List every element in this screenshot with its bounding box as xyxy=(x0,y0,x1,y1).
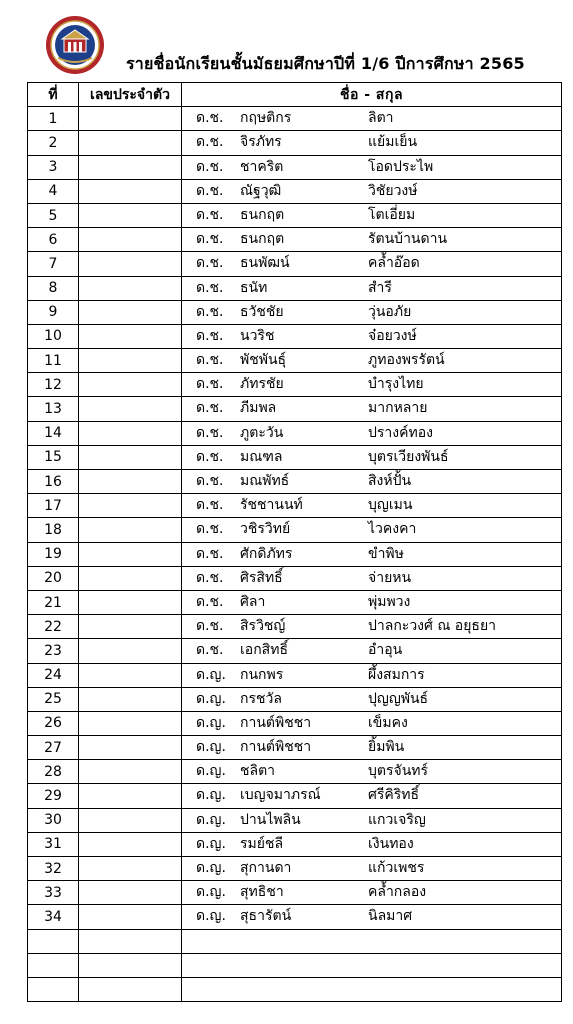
student-name-cell xyxy=(182,203,562,227)
name-prefix: ด.ช. xyxy=(196,473,224,489)
blank-cell xyxy=(79,929,182,953)
row-number: 12 xyxy=(28,373,79,397)
header-name: ชื่อ - สกุล xyxy=(182,83,562,107)
table-row xyxy=(28,518,562,542)
student-id-cell xyxy=(79,324,182,348)
last-name: ขำพิษ xyxy=(368,545,404,562)
first-name: สุทธิชา xyxy=(240,884,284,901)
first-name: ณัฐวุฒิ xyxy=(240,182,282,199)
blank-cell xyxy=(182,929,562,953)
name-prefix: ด.ช. xyxy=(196,545,224,562)
student-name-cell xyxy=(182,470,562,494)
name-prefix: ด.ญ. xyxy=(196,835,226,852)
last-name: บุตรเวียงพันธ์ xyxy=(368,448,449,465)
first-name: รมย์ชลี xyxy=(240,835,284,852)
table-row xyxy=(28,663,562,687)
table-row xyxy=(28,832,562,856)
name-prefix: ด.ช. xyxy=(196,182,224,199)
name-prefix: ด.ช. xyxy=(196,327,224,344)
student-name-cell xyxy=(182,276,562,300)
name-prefix: ด.ช. xyxy=(196,206,224,223)
student-name-cell xyxy=(182,373,562,397)
row-number: 8 xyxy=(28,276,79,300)
name-prefix: ด.ช. xyxy=(196,279,224,296)
name-prefix: ด.ช. xyxy=(196,521,224,538)
student-id-cell xyxy=(79,615,182,639)
last-name: สิงห์ปั้น xyxy=(368,473,412,489)
name-prefix: ด.ญ. xyxy=(196,860,226,876)
student-name-cell xyxy=(182,445,562,469)
student-name-cell xyxy=(182,832,562,856)
last-name: บำรุงไทย xyxy=(368,376,424,393)
student-id-cell xyxy=(79,639,182,663)
first-name: เบญจมาภรณ์ xyxy=(240,787,321,804)
first-name: ชลิตา xyxy=(240,763,276,780)
student-id-cell xyxy=(79,881,182,905)
name-prefix: ด.ช. xyxy=(196,303,224,320)
name-prefix: ด.ญ. xyxy=(196,884,226,901)
student-id-cell xyxy=(79,905,182,929)
row-number: 23 xyxy=(28,639,79,663)
student-id-cell xyxy=(79,349,182,373)
table-row xyxy=(28,542,562,566)
student-name-cell xyxy=(182,760,562,784)
school-emblem-icon xyxy=(44,14,106,76)
student-id-cell xyxy=(79,736,182,760)
row-number: 34 xyxy=(28,905,79,929)
table-row xyxy=(28,203,562,227)
student-name-cell xyxy=(182,494,562,518)
student-name-cell xyxy=(182,179,562,203)
row-number: 14 xyxy=(28,421,79,445)
first-name: รัชชานนท์ xyxy=(240,497,303,514)
row-number: 28 xyxy=(28,760,79,784)
student-id-cell xyxy=(79,131,182,155)
first-name: มณพัทธ์ xyxy=(240,473,290,489)
student-name-cell xyxy=(182,421,562,445)
name-prefix: ด.ช. xyxy=(196,158,224,175)
table-row xyxy=(28,276,562,300)
row-number: 3 xyxy=(28,155,79,179)
row-number: 17 xyxy=(28,494,79,518)
row-number: 19 xyxy=(28,542,79,566)
table-row xyxy=(28,687,562,711)
last-name: ยิ้มพิน xyxy=(368,739,405,756)
student-id-cell xyxy=(79,470,182,494)
row-number: 25 xyxy=(28,687,79,711)
last-name: ภูทองพรรัตน์ xyxy=(368,352,445,369)
row-number: 16 xyxy=(28,470,79,494)
table-row xyxy=(28,905,562,929)
row-number: 18 xyxy=(28,518,79,542)
first-name: นวริช xyxy=(240,327,275,344)
table-row xyxy=(28,107,562,131)
student-name-cell xyxy=(182,324,562,348)
student-id-cell xyxy=(79,760,182,784)
name-prefix: ด.ญ. xyxy=(196,908,226,925)
student-name-cell xyxy=(182,711,562,735)
first-name: ธนัท xyxy=(240,279,268,296)
last-name: พุ่มพวง xyxy=(368,593,411,610)
last-name: นิลมาศ xyxy=(368,908,413,925)
name-prefix: ด.ช. xyxy=(196,134,224,151)
student-name-cell xyxy=(182,881,562,905)
table-row xyxy=(28,639,562,663)
row-number: 20 xyxy=(28,566,79,590)
row-number: 6 xyxy=(28,228,79,252)
student-id-cell xyxy=(79,228,182,252)
last-name: แย้มเย็น xyxy=(368,134,418,151)
table-row xyxy=(28,131,562,155)
first-name: ธวัชชัย xyxy=(240,303,284,320)
student-id-cell xyxy=(79,179,182,203)
name-prefix: ด.ช. xyxy=(196,352,224,369)
table-row xyxy=(28,252,562,276)
student-name-cell xyxy=(182,808,562,832)
name-prefix: ด.ญ. xyxy=(196,690,226,707)
first-name: ศักดิภัทร xyxy=(240,545,293,562)
student-id-cell xyxy=(79,566,182,590)
student-id-cell xyxy=(79,252,182,276)
first-name: ภัทรชัย xyxy=(240,376,284,393)
name-prefix: ด.ญ. xyxy=(196,811,226,828)
student-name-cell xyxy=(182,542,562,566)
student-name-cell xyxy=(182,784,562,808)
first-name: มณฑล xyxy=(240,448,283,465)
last-name: อำอุน xyxy=(368,642,403,659)
last-name: แก้วเพชร xyxy=(368,860,425,876)
student-id-cell xyxy=(79,857,182,881)
student-name-cell xyxy=(182,857,562,881)
first-name: ศิรสิทธิ์ xyxy=(240,569,283,586)
row-number: 27 xyxy=(28,736,79,760)
last-name: มากหลาย xyxy=(368,400,428,417)
table-row xyxy=(28,228,562,252)
student-name-cell xyxy=(182,639,562,663)
last-name: ศรีคิริทธิ์ xyxy=(368,787,420,804)
table-row xyxy=(28,373,562,397)
last-name: คล้ำอ๊อด xyxy=(368,255,420,272)
table-row xyxy=(28,349,562,373)
blank-row xyxy=(28,929,562,953)
name-prefix: ด.ญ. xyxy=(196,739,226,756)
name-prefix: ด.ช. xyxy=(196,448,224,465)
table-row xyxy=(28,881,562,905)
first-name: สุธารัตน์ xyxy=(240,908,292,925)
table-row xyxy=(28,300,562,324)
student-id-cell xyxy=(79,784,182,808)
row-number: 11 xyxy=(28,349,79,373)
name-prefix: ด.ช. xyxy=(196,255,224,272)
blank-cell xyxy=(28,929,79,953)
name-prefix: ด.ญ. xyxy=(196,666,226,683)
student-name-cell xyxy=(182,155,562,179)
student-name-cell xyxy=(182,228,562,252)
first-name: ภูตะวัน xyxy=(240,424,284,441)
table-row xyxy=(28,711,562,735)
last-name: บุญเมน xyxy=(368,497,413,514)
blank-cell xyxy=(28,977,79,1001)
last-name: ปาลกะวงศ์ ณ อยุธยา xyxy=(368,618,497,635)
name-prefix: ด.ช. xyxy=(196,642,224,659)
first-name: จิรภัทร xyxy=(240,134,282,151)
table-row xyxy=(28,324,562,348)
last-name: สำรี xyxy=(368,279,392,296)
student-id-cell xyxy=(79,808,182,832)
first-name: ธนพัฒน์ xyxy=(240,255,290,272)
name-prefix: ด.ช. xyxy=(196,231,224,248)
row-number: 4 xyxy=(28,179,79,203)
row-number: 33 xyxy=(28,881,79,905)
row-number: 29 xyxy=(28,784,79,808)
last-name: ไวคงคา xyxy=(368,521,417,538)
table-row xyxy=(28,808,562,832)
row-number: 13 xyxy=(28,397,79,421)
name-prefix: ด.ช. xyxy=(196,400,224,417)
blank-cell xyxy=(182,977,562,1001)
student-id-cell xyxy=(79,711,182,735)
table-row xyxy=(28,397,562,421)
student-id-cell xyxy=(79,397,182,421)
blank-cell xyxy=(28,953,79,977)
row-number: 32 xyxy=(28,857,79,881)
blank-row xyxy=(28,977,562,1001)
first-name: สิรวิชญ์ xyxy=(240,618,286,635)
row-number: 9 xyxy=(28,300,79,324)
blank-row xyxy=(28,953,562,977)
student-name-cell xyxy=(182,131,562,155)
first-name: กานต์พิชชา xyxy=(240,739,312,756)
student-roster-table xyxy=(27,82,562,1002)
page-title: รายชื่อนักเรียนชั้นมัธยมศึกษาปีที่ 1/6 ปีการศึกษา 2565 xyxy=(126,54,525,73)
student-name-cell xyxy=(182,905,562,929)
student-id-cell xyxy=(79,373,182,397)
student-name-cell xyxy=(182,107,562,131)
first-name: ศิลา xyxy=(240,593,266,610)
student-name-cell xyxy=(182,397,562,421)
row-number: 2 xyxy=(28,131,79,155)
last-name: เงินทอง xyxy=(368,835,414,852)
table-row xyxy=(28,445,562,469)
last-name: โอดประไพ xyxy=(368,158,434,175)
name-prefix: ด.ช. xyxy=(196,497,224,514)
first-name: วชิรวิทย์ xyxy=(240,521,291,538)
table-row xyxy=(28,784,562,808)
student-name-cell xyxy=(182,615,562,639)
page-header xyxy=(0,0,573,80)
row-number: 1 xyxy=(28,107,79,131)
student-id-cell xyxy=(79,445,182,469)
first-name: กนกพร xyxy=(240,666,284,683)
first-name: กานต์พิชชา xyxy=(240,714,312,731)
row-number: 22 xyxy=(28,615,79,639)
row-number: 15 xyxy=(28,445,79,469)
name-prefix: ด.ช. xyxy=(196,424,224,441)
name-prefix: ด.ญ. xyxy=(196,763,226,780)
student-id-cell xyxy=(79,542,182,566)
name-prefix: ด.ช. xyxy=(196,618,224,635)
first-name: ธนกฤต xyxy=(240,231,285,248)
first-name: กรชวัล xyxy=(240,690,282,707)
last-name: เข็มคง xyxy=(368,714,408,731)
last-name: จ๋อยวงษ์ xyxy=(368,327,417,344)
last-name: วุ่นอภัย xyxy=(368,303,412,320)
table-row xyxy=(28,736,562,760)
student-id-cell xyxy=(79,203,182,227)
blank-cell xyxy=(79,977,182,1001)
first-name: สุกานดา xyxy=(240,860,292,876)
name-prefix: ด.ญ. xyxy=(196,714,226,731)
table-row xyxy=(28,155,562,179)
student-name-cell xyxy=(182,687,562,711)
student-name-cell xyxy=(182,349,562,373)
name-prefix: ด.ช. xyxy=(196,569,224,586)
row-number: 26 xyxy=(28,711,79,735)
student-name-cell xyxy=(182,590,562,614)
student-id-cell xyxy=(79,107,182,131)
row-number: 7 xyxy=(28,252,79,276)
first-name: ภีมพล xyxy=(240,400,277,417)
student-id-cell xyxy=(79,663,182,687)
last-name: แกวเจริญ xyxy=(368,811,426,828)
first-name: พัชพันธุ์ xyxy=(240,352,287,369)
name-prefix: ด.ช. xyxy=(196,110,224,127)
row-number: 30 xyxy=(28,808,79,832)
row-number: 21 xyxy=(28,590,79,614)
header-no: ที่ xyxy=(28,83,79,107)
table-row xyxy=(28,615,562,639)
last-name: คล้ำกลอง xyxy=(368,884,427,901)
table-row xyxy=(28,470,562,494)
student-id-cell xyxy=(79,276,182,300)
table-row xyxy=(28,494,562,518)
first-name: ชาคริต xyxy=(240,158,284,175)
name-prefix: ด.ช. xyxy=(196,376,224,393)
last-name: ผึ้งสมการ xyxy=(368,666,425,683)
student-name-cell xyxy=(182,736,562,760)
table-row xyxy=(28,857,562,881)
last-name: ปรางค์ทอง xyxy=(368,424,433,441)
first-name: ปานไพลิน xyxy=(240,811,301,828)
student-name-cell xyxy=(182,566,562,590)
last-name: จ่ายหน xyxy=(368,569,412,586)
student-name-cell xyxy=(182,663,562,687)
row-number: 10 xyxy=(28,324,79,348)
student-id-cell xyxy=(79,421,182,445)
student-name-cell xyxy=(182,518,562,542)
row-number: 31 xyxy=(28,832,79,856)
student-id-cell xyxy=(79,300,182,324)
student-name-cell xyxy=(182,252,562,276)
first-name: กฤษติกร xyxy=(240,110,292,127)
student-name-cell xyxy=(182,300,562,324)
student-id-cell xyxy=(79,518,182,542)
row-number: 24 xyxy=(28,663,79,687)
table-row xyxy=(28,760,562,784)
student-id-cell xyxy=(79,590,182,614)
student-id-cell xyxy=(79,155,182,179)
first-name: ธนกฤต xyxy=(240,206,285,223)
last-name: โตเอี่ยม xyxy=(368,206,416,223)
table-header-row xyxy=(28,83,562,107)
last-name: บุตรจันทร์ xyxy=(368,763,429,780)
name-prefix: ด.ช. xyxy=(196,593,224,610)
last-name: ลิตา xyxy=(368,110,394,127)
table-row xyxy=(28,179,562,203)
row-number: 5 xyxy=(28,203,79,227)
last-name: วิชัยวงษ์ xyxy=(368,182,418,199)
student-id-cell xyxy=(79,687,182,711)
table-body xyxy=(28,107,562,1002)
last-name: รัตนบ้านดาน xyxy=(368,231,448,248)
table-row xyxy=(28,421,562,445)
name-prefix: ด.ญ. xyxy=(196,787,226,804)
student-id-cell xyxy=(79,832,182,856)
first-name: เอกสิทธิ์ xyxy=(240,642,288,659)
last-name: ปุญญพันธ์ xyxy=(368,690,429,707)
header-student-id: เลขประจำตัว xyxy=(79,83,182,107)
blank-cell xyxy=(79,953,182,977)
table-row xyxy=(28,590,562,614)
table-row xyxy=(28,566,562,590)
blank-cell xyxy=(182,953,562,977)
student-id-cell xyxy=(79,494,182,518)
